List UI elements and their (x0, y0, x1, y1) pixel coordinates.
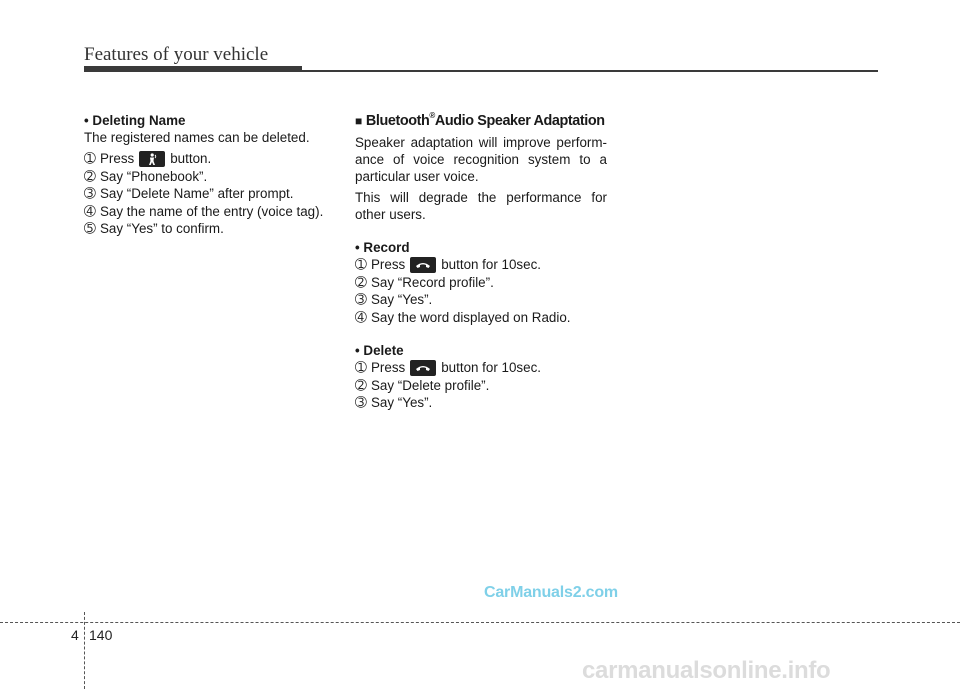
section-title-text: Bluetooth (365, 113, 430, 129)
watermark-carmanuals2[interactable]: CarManuals2.com (484, 584, 618, 601)
step-item (84, 168, 344, 185)
step-text-before: Press (100, 151, 135, 166)
step-text: Say “Delete profile”. (371, 377, 490, 393)
step-item (355, 359, 607, 376)
section-title-rest: Audio Speaker Adaptation (434, 113, 605, 129)
step-text-after: button for 10sec. (441, 360, 541, 375)
delete-heading: • Delete (355, 343, 404, 358)
paragraph-line: Speaker adaptation will improve perform- (355, 135, 607, 150)
degrade-paragraph (355, 189, 607, 223)
header-rule-thick (84, 66, 302, 72)
paragraph-line: other users. (355, 207, 426, 222)
phone-end-button-icon (410, 360, 436, 376)
chapter-number: 4 (71, 627, 79, 643)
step-item (84, 185, 344, 202)
step-item (355, 394, 607, 411)
step-item (355, 309, 607, 326)
step-number: ➀ (355, 256, 367, 272)
paragraph-line: This will degrade the performance for (355, 190, 607, 205)
watermark-carmanualsonline: carmanualsonline.info (582, 657, 831, 684)
paragraph-line: ance of voice recognition system to a (355, 152, 607, 167)
deleting-name-heading: • Deleting Name (84, 113, 186, 128)
section-marker-icon: ■ (355, 114, 362, 128)
registered-mark: ® (429, 111, 435, 120)
right-column (355, 112, 607, 412)
step-number: ➂ (355, 394, 367, 410)
page-number: 140 (89, 627, 113, 643)
record-heading: • Record (355, 240, 410, 255)
step-item (355, 274, 607, 291)
section-title (355, 112, 607, 130)
step-text: Say “Phonebook”. (100, 168, 208, 184)
page-header-title: Features of your vehicle (84, 44, 269, 65)
step-text: Say the word displayed on Radio. (371, 309, 571, 325)
step-number: ➁ (355, 376, 367, 393)
step-item (84, 150, 344, 167)
step-number: ➂ (355, 291, 367, 307)
step-text: Say “Yes”. (371, 292, 433, 307)
step-number: ➀ (355, 359, 367, 375)
footer-divider (0, 622, 960, 623)
header-rule-thin (302, 70, 878, 72)
voice-talk-button-icon (139, 151, 165, 167)
step-item (84, 203, 344, 220)
step-text-before: Press (371, 360, 406, 375)
step-text: Say “Delete Name” after prompt. (100, 186, 294, 201)
step-text: Say “Record profile”. (371, 274, 494, 290)
step-item (355, 291, 607, 308)
step-text: Say the name of the entry (voice tag). (100, 203, 324, 219)
phone-end-button-icon (410, 257, 436, 273)
step-number: ➃ (355, 308, 367, 325)
step-number: ➂ (84, 185, 96, 201)
step-item (355, 377, 607, 394)
step-item (84, 220, 344, 237)
step-number: ➃ (84, 202, 96, 219)
paragraph-line: particular user voice. (355, 169, 479, 184)
step-item (355, 256, 607, 273)
footer-vertical-divider (84, 612, 85, 689)
speaker-adaptation-paragraph (355, 134, 607, 185)
step-text-before: Press (371, 257, 406, 272)
step-number: ➁ (84, 167, 96, 184)
step-number: ➄ (84, 220, 96, 236)
step-text: Say “Yes” to confirm. (100, 221, 224, 236)
step-number: ➀ (84, 150, 96, 166)
deleting-name-intro: The registered names can be deleted. (84, 130, 310, 145)
left-column (84, 112, 344, 238)
step-text-after: button for 10sec. (441, 257, 541, 272)
step-number: ➁ (355, 273, 367, 290)
step-text: Say “Yes”. (371, 395, 433, 410)
step-text-after: button. (170, 151, 212, 166)
